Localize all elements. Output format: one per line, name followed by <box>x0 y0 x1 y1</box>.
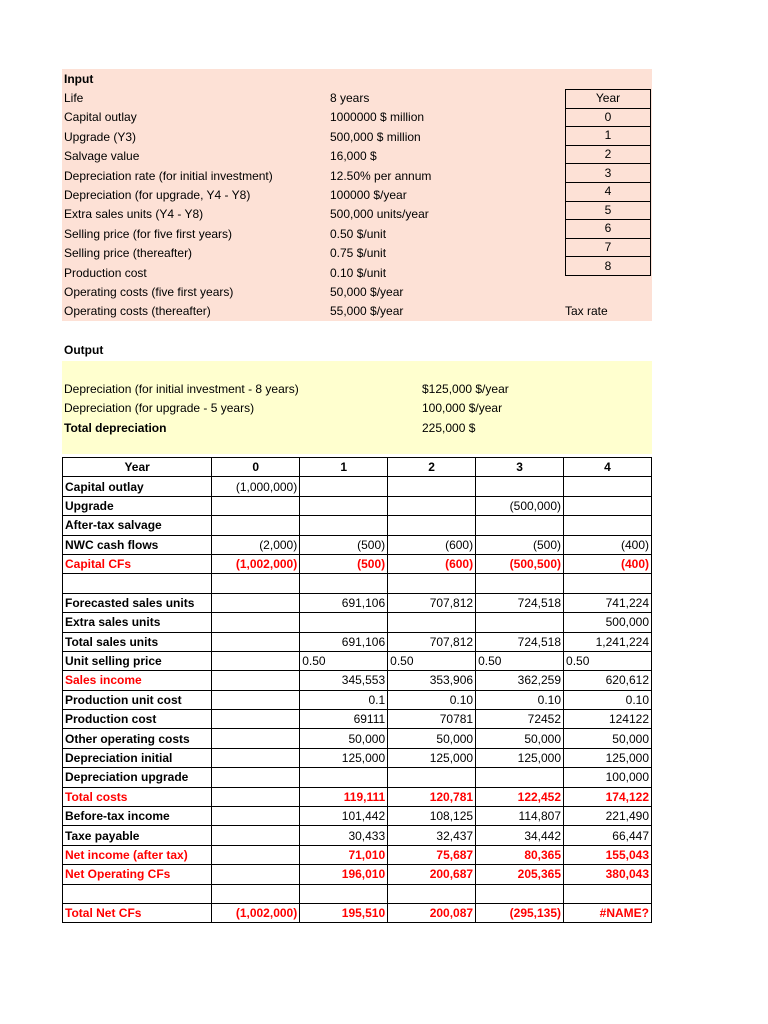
table-cell: 221,490 <box>564 807 652 826</box>
table-cell: (1,000,000) <box>212 477 300 496</box>
table-cell <box>564 574 652 593</box>
table-cell: 72452 <box>476 710 564 729</box>
table-cell <box>388 516 476 535</box>
row-label: Production unit cost <box>63 690 212 709</box>
table-cell: 691,106 <box>300 593 388 612</box>
input-label: Selling price (for five first years) <box>64 226 233 241</box>
table-cell: #NAME? <box>564 903 652 922</box>
row-label <box>63 574 212 593</box>
table-cell: 174,122 <box>564 787 652 806</box>
table-cell <box>212 710 300 729</box>
table-cell: 80,365 <box>476 845 564 864</box>
table-cell: 500,000 <box>564 613 652 632</box>
table-cell: 70781 <box>388 710 476 729</box>
table-cell: 124122 <box>564 710 652 729</box>
table-cell <box>564 884 652 903</box>
table-cell: 50,000 <box>476 729 564 748</box>
table-cell <box>212 651 300 670</box>
table-cell: 353,906 <box>388 671 476 690</box>
input-label: Operating costs (five first years) <box>64 285 234 299</box>
year-table-cell: 1 <box>566 127 651 146</box>
year-table-cell: 6 <box>566 220 651 239</box>
year-table-cell: 8 <box>566 257 651 276</box>
table-cell: (400) <box>564 535 652 554</box>
table-cell: 30,433 <box>300 826 388 845</box>
table-cell: (1,002,000) <box>212 554 300 573</box>
table-cell: 195,510 <box>300 903 388 922</box>
output-heading: Output <box>64 343 104 357</box>
row-label: Capital outlay <box>63 477 212 496</box>
table-cell <box>300 613 388 632</box>
table-header-cell: Year <box>63 458 212 477</box>
table-cell: (500) <box>300 554 388 573</box>
table-cell <box>212 748 300 767</box>
cash-flow-table <box>62 457 652 923</box>
table-cell: 0.50 <box>476 651 564 670</box>
table-cell: 0.50 <box>300 651 388 670</box>
year-table-cell: 3 <box>566 164 651 183</box>
year-table-cell: 5 <box>566 201 651 220</box>
input-label: Upgrade (Y3) <box>64 129 137 144</box>
table-cell: 120,781 <box>388 787 476 806</box>
input-value: 500,000 $ million <box>330 129 421 144</box>
row-label: Unit selling price <box>63 651 212 670</box>
table-cell <box>388 884 476 903</box>
table-cell <box>212 768 300 787</box>
year-table-cell: 2 <box>566 145 651 164</box>
input-value: 16,000 $ <box>330 149 377 164</box>
table-cell: 691,106 <box>300 632 388 651</box>
table-cell: (600) <box>388 554 476 573</box>
input-label: Life <box>64 91 84 105</box>
table-cell: 0.10 <box>388 690 476 709</box>
table-cell: 75,687 <box>388 845 476 864</box>
input-value: 0.10 $/unit <box>330 265 387 280</box>
input-value: 500,000 units/year <box>330 207 429 222</box>
table-cell: 125,000 <box>476 748 564 767</box>
table-cell <box>388 768 476 787</box>
table-cell <box>564 496 652 515</box>
table-cell: (500) <box>300 535 388 554</box>
table-cell: 155,043 <box>564 845 652 864</box>
input-value: 0.50 $/unit <box>330 226 387 241</box>
row-label: Production cost <box>63 710 212 729</box>
input-label: Selling price (thereafter) <box>64 246 193 261</box>
table-cell: 362,259 <box>476 671 564 690</box>
row-label: Total Net CFs <box>63 903 212 922</box>
table-cell <box>476 516 564 535</box>
row-label <box>63 884 212 903</box>
table-cell <box>388 496 476 515</box>
input-value: 100000 $/year <box>330 188 407 202</box>
table-cell: 122,452 <box>476 787 564 806</box>
table-cell: 34,442 <box>476 826 564 845</box>
table-cell <box>300 516 388 535</box>
table-cell <box>476 768 564 787</box>
table-cell <box>564 477 652 496</box>
table-cell: 125,000 <box>300 748 388 767</box>
row-label: Total sales units <box>63 632 212 651</box>
table-cell <box>476 613 564 632</box>
row-label: Upgrade <box>63 496 212 515</box>
table-cell: 50,000 <box>388 729 476 748</box>
table-cell <box>212 496 300 515</box>
row-label: Extra sales units <box>63 613 212 632</box>
table-cell: 707,812 <box>388 632 476 651</box>
table-cell <box>300 884 388 903</box>
table-cell <box>212 865 300 884</box>
year-table-header: Year <box>566 90 651 109</box>
table-cell <box>300 768 388 787</box>
table-cell <box>212 574 300 593</box>
table-header-cell: 2 <box>388 458 476 477</box>
table-cell: (295,135) <box>476 903 564 922</box>
input-heading: Input <box>64 72 94 86</box>
table-cell: 620,612 <box>564 671 652 690</box>
row-label: Net Operating CFs <box>63 865 212 884</box>
output-label: Depreciation (for upgrade - 5 years) <box>64 401 255 416</box>
table-cell: (500,500) <box>476 554 564 573</box>
table-cell: 724,518 <box>476 593 564 612</box>
input-label: Depreciation (for upgrade, Y4 - Y8) <box>64 188 251 202</box>
table-cell <box>212 613 300 632</box>
table-cell <box>212 807 300 826</box>
table-cell <box>564 516 652 535</box>
table-cell: 196,010 <box>300 865 388 884</box>
table-cell: (400) <box>564 554 652 573</box>
table-cell: 1,241,224 <box>564 632 652 651</box>
table-cell: (500) <box>476 535 564 554</box>
table-cell: 69111 <box>300 710 388 729</box>
table-cell <box>388 477 476 496</box>
input-value: 8 years <box>330 91 370 105</box>
output-label: Total depreciation <box>64 420 167 435</box>
table-cell: 50,000 <box>564 729 652 748</box>
table-cell <box>300 477 388 496</box>
table-cell: 125,000 <box>388 748 476 767</box>
table-cell: 108,125 <box>388 807 476 826</box>
table-cell: 205,365 <box>476 865 564 884</box>
row-label: Before-tax income <box>63 807 212 826</box>
table-cell: 114,807 <box>476 807 564 826</box>
row-label: Other operating costs <box>63 729 212 748</box>
table-cell <box>476 884 564 903</box>
table-cell <box>212 845 300 864</box>
table-cell: 0.50 <box>564 651 652 670</box>
table-cell: (600) <box>388 535 476 554</box>
row-label: Total costs <box>63 787 212 806</box>
table-cell <box>388 574 476 593</box>
table-cell <box>300 574 388 593</box>
year-table <box>565 89 651 276</box>
table-cell: (1,002,000) <box>212 903 300 922</box>
row-label: After-tax salvage <box>63 516 212 535</box>
row-label: Forecasted sales units <box>63 593 212 612</box>
table-cell <box>212 787 300 806</box>
table-cell: 119,111 <box>300 787 388 806</box>
table-cell: (2,000) <box>212 535 300 554</box>
row-label: Net income (after tax) <box>63 845 212 864</box>
table-cell: 0.1 <box>300 690 388 709</box>
table-cell <box>476 477 564 496</box>
table-cell: 66,447 <box>564 826 652 845</box>
table-cell <box>212 884 300 903</box>
table-cell: 707,812 <box>388 593 476 612</box>
table-cell: 71,010 <box>300 845 388 864</box>
input-label: Production cost <box>64 265 147 280</box>
input-value: 55,000 $/year <box>330 304 404 319</box>
row-label: Capital CFs <box>63 554 212 573</box>
table-cell: 0.10 <box>476 690 564 709</box>
table-header-cell: 3 <box>476 458 564 477</box>
input-label: Salvage value <box>64 149 140 164</box>
input-value: 1000000 $ million <box>330 110 425 125</box>
output-value: 100,000 $/year <box>422 401 503 416</box>
table-cell <box>476 574 564 593</box>
table-cell <box>300 496 388 515</box>
tax-rate-label: Tax rate <box>565 304 608 318</box>
table-cell: 0.10 <box>564 690 652 709</box>
output-value: $125,000 $/year <box>422 382 509 396</box>
table-cell: 101,442 <box>300 807 388 826</box>
table-cell <box>212 516 300 535</box>
table-cell <box>388 613 476 632</box>
input-value: 12.50% per annum <box>330 168 432 183</box>
input-label: Extra sales units (Y4 - Y8) <box>64 207 204 222</box>
year-table-cell: 4 <box>566 182 651 201</box>
input-value: 0.75 $/unit <box>330 246 387 261</box>
table-cell: 125,000 <box>564 748 652 767</box>
input-label: Capital outlay <box>64 110 137 125</box>
row-label: Sales income <box>63 671 212 690</box>
table-cell: (500,000) <box>476 496 564 515</box>
input-value: 50,000 $/year <box>330 285 404 299</box>
table-cell: 100,000 <box>564 768 652 787</box>
row-label: NWC cash flows <box>63 535 212 554</box>
table-cell: 0.50 <box>388 651 476 670</box>
input-label: Depreciation rate (for initial investment) <box>64 168 273 183</box>
table-header-cell: 1 <box>300 458 388 477</box>
output-label: Depreciation (for initial investment - 8 years) <box>64 382 299 396</box>
table-cell: 200,087 <box>388 903 476 922</box>
table-cell: 50,000 <box>300 729 388 748</box>
table-cell <box>212 671 300 690</box>
table-cell: 741,224 <box>564 593 652 612</box>
input-label: Operating costs (thereafter) <box>64 304 211 319</box>
row-label: Taxe payable <box>63 826 212 845</box>
table-cell: 380,043 <box>564 865 652 884</box>
table-cell <box>212 632 300 651</box>
table-cell <box>212 690 300 709</box>
table-cell <box>212 826 300 845</box>
output-value: 225,000 $ <box>422 420 476 435</box>
table-cell: 345,553 <box>300 671 388 690</box>
table-cell: 32,437 <box>388 826 476 845</box>
table-cell <box>212 729 300 748</box>
table-header-cell: 0 <box>212 458 300 477</box>
year-table-cell: 7 <box>566 238 651 257</box>
table-cell <box>212 593 300 612</box>
table-header-cell: 4 <box>564 458 652 477</box>
table-cell: 724,518 <box>476 632 564 651</box>
table-cell: 200,687 <box>388 865 476 884</box>
row-label: Depreciation initial <box>63 748 212 767</box>
row-label: Depreciation upgrade <box>63 768 212 787</box>
year-table-cell: 0 <box>566 108 651 127</box>
